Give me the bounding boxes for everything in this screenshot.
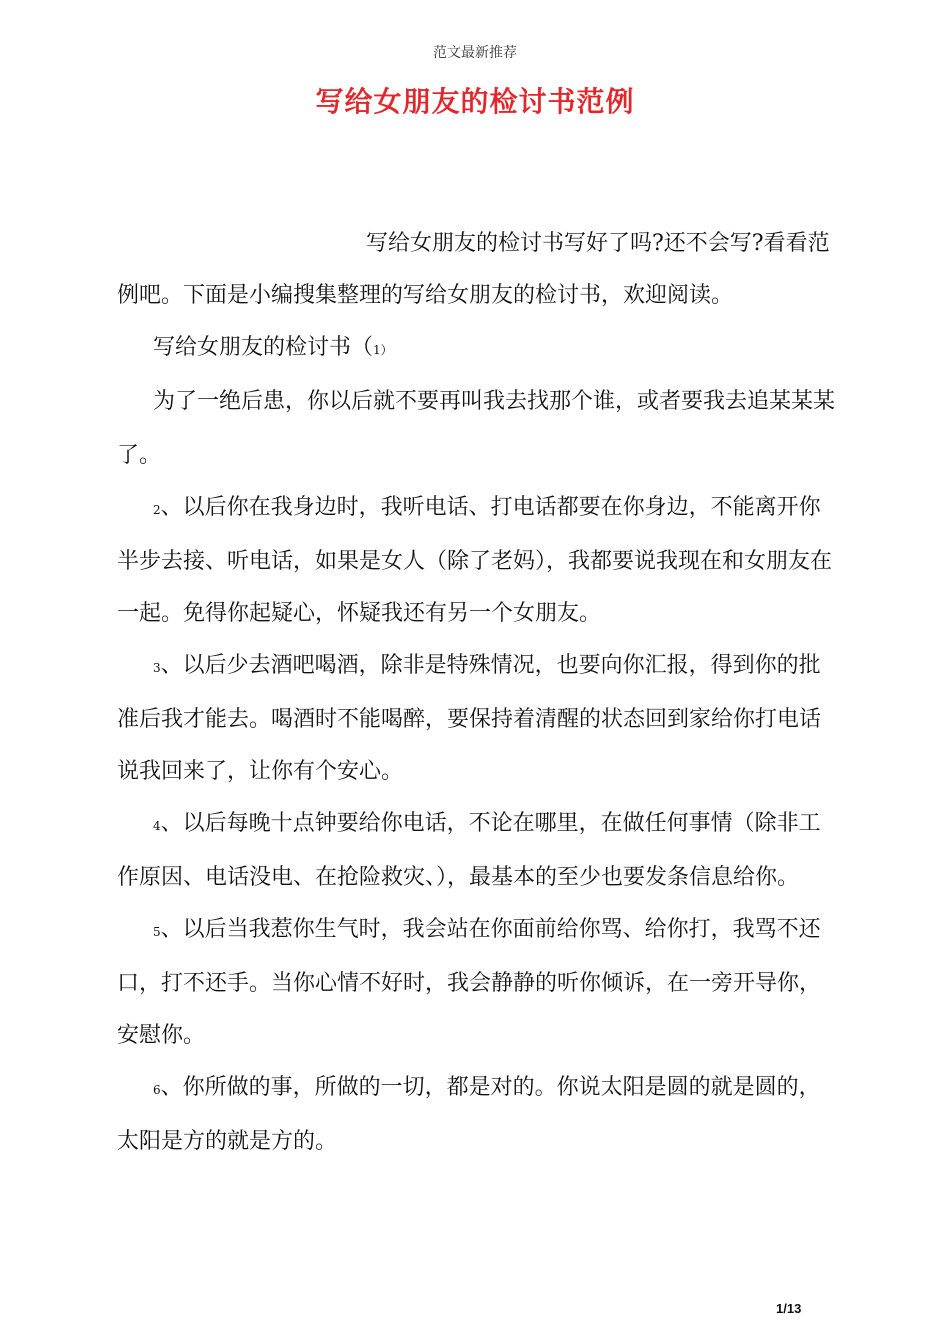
list-item-number: 3 — [153, 661, 161, 675]
list-item-separator: 、 — [160, 1075, 183, 1100]
list-item-separator: 、 — [160, 495, 183, 520]
list-item-text: 你所做的事，所做的一切，都是对的。你说太阳是圆的就是圆的，太阳是方的就是方的。 — [117, 1075, 821, 1154]
list-item-number: 4 — [153, 819, 161, 833]
list-item-separator: 、 — [160, 917, 183, 942]
list-item — [117, 640, 837, 798]
page-number: 1/13 — [776, 1301, 802, 1316]
header-label: 范文最新推荐 — [433, 45, 517, 61]
list-item-separator: 、 — [160, 811, 183, 836]
document-body — [117, 218, 837, 1168]
list-item-text: 以后少去酒吧喝酒，除非是特殊情况，也要向你汇报，得到你的批准后我才能去。喝酒时不能喝醉，要保持着清醒的状态回到家给你打电话说我回来了，让你有个安心。 — [117, 653, 822, 784]
list-item-number: 5 — [153, 925, 161, 939]
list-item — [117, 904, 837, 1062]
section-heading — [117, 322, 837, 376]
list-item-text: 以后你在我身边时，我听电话、打电话都要在你身边，不能离开你半步去接、听电话，如果是女人（除了老妈），我都要说我现在和女朋友在一起。免得你起疑心，怀疑我还有另一个女朋友。 — [117, 495, 833, 626]
list-item-number: 2 — [153, 503, 161, 517]
section-heading-text: 写给女朋友的检讨书（ — [153, 335, 374, 360]
list-item-number: 6 — [153, 1083, 161, 1097]
list-item-text: 以后每晚十点钟要给你电话，不论在哪里，在做任何事情（除非工作原因、电话没电、在抢险救灾、），最基本的至少也要发条信息给你。 — [117, 811, 821, 890]
list-item-text: 以后当我惹你生气时，我会站在你面前给你骂、给你打，我骂不还口，打不还手。当你心情不好时，我会静静的听你倾诉，在一旁开导你，安慰你。 — [117, 917, 822, 1048]
section-heading-number: 1 — [373, 343, 381, 357]
list-item-text: 为了一绝后患，你以后就不要再叫我去找那个谁，或者要我去追某某某了。 — [117, 389, 836, 468]
list-item-separator: 、 — [160, 653, 183, 678]
intro-paragraph: 写给女朋友的检讨书写好了吗?还不会写?看看范例吧。下面是小编搜集整理的写给女朋友的检讨书，欢迎阅读。 — [117, 231, 830, 308]
document-title: 写给女朋友的检讨书范例 — [315, 85, 635, 118]
list-item — [117, 798, 837, 904]
list-item — [117, 376, 837, 482]
list-item — [117, 482, 837, 640]
section-heading-close: ） — [380, 343, 393, 357]
list-item — [117, 1062, 837, 1168]
